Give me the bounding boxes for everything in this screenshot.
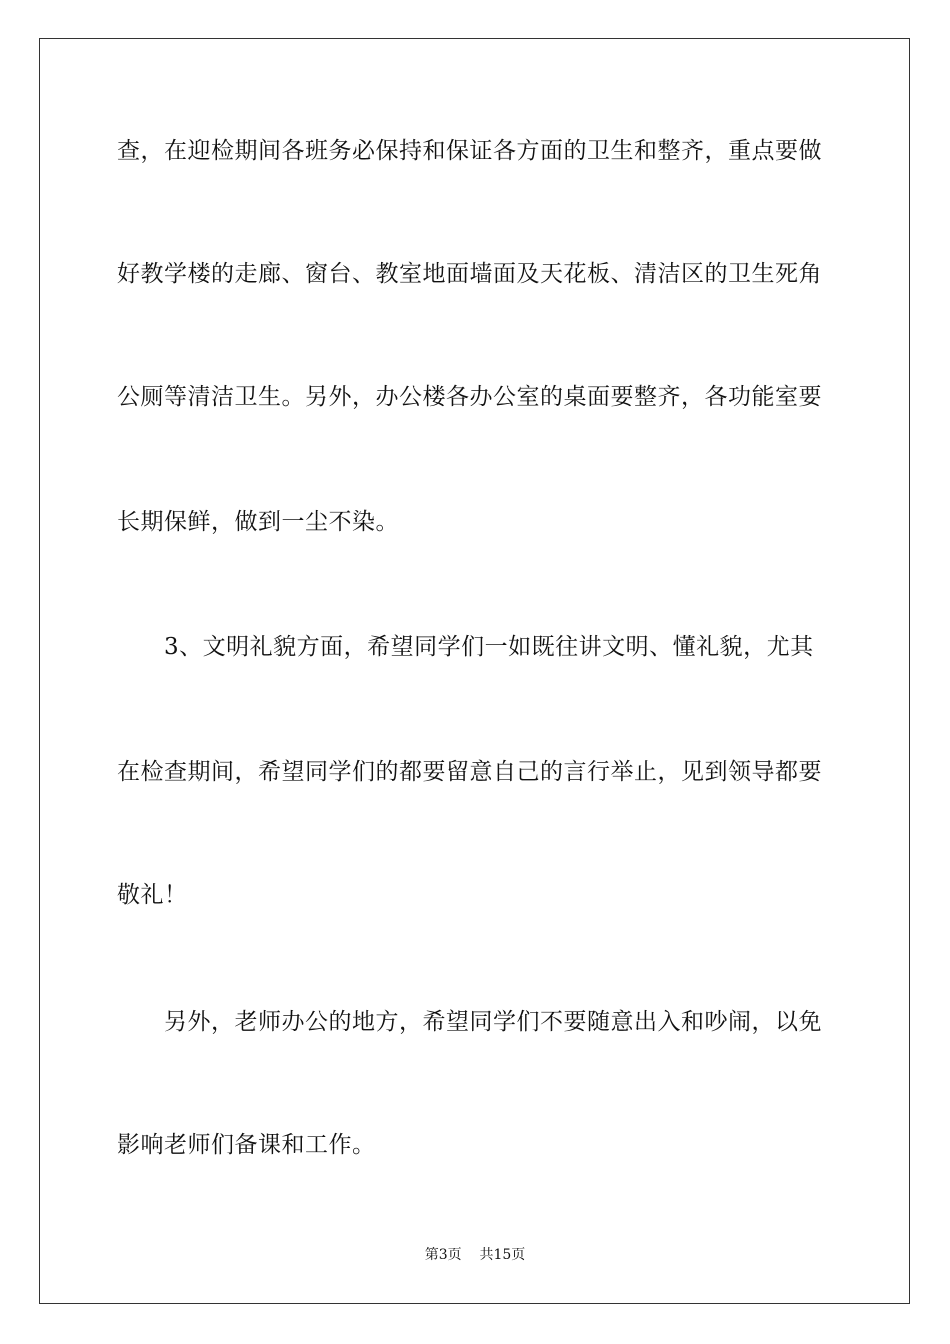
text-line-1: 查，在迎检期间各班务必保持和保证各方面的卫生和整齐，重点要做 (117, 138, 822, 164)
text-line-5: 3、文明礼貌方面，希望同学们一如既往讲文明、懂礼貌，尤其 (117, 634, 814, 660)
text-line-9: 影响老师们备课和工作。 (117, 1132, 376, 1158)
text-line-7: 敬礼！ (117, 882, 188, 908)
text-line-6: 在检查期间，希望同学们的都要留意自己的言行举止，见到领导都要 (117, 759, 822, 785)
page-footer (0, 1246, 950, 1264)
page-border (39, 38, 910, 1304)
page-number: 第3页 (424, 1247, 462, 1263)
text-line-8: 另外，老师办公的地方，希望同学们不要随意出入和吵闹，以免 (117, 1009, 822, 1035)
page-total: 共15页 (479, 1247, 526, 1263)
text-line-3: 公厕等清洁卫生。另外，办公楼各办公室的桌面要整齐，各功能室要 (117, 384, 822, 410)
text-line-4: 长期保鲜，做到一尘不染。 (117, 509, 399, 535)
text-line-2: 好教学楼的走廊、窗台、教室地面墙面及天花板、清洁区的卫生死角 (117, 261, 822, 287)
